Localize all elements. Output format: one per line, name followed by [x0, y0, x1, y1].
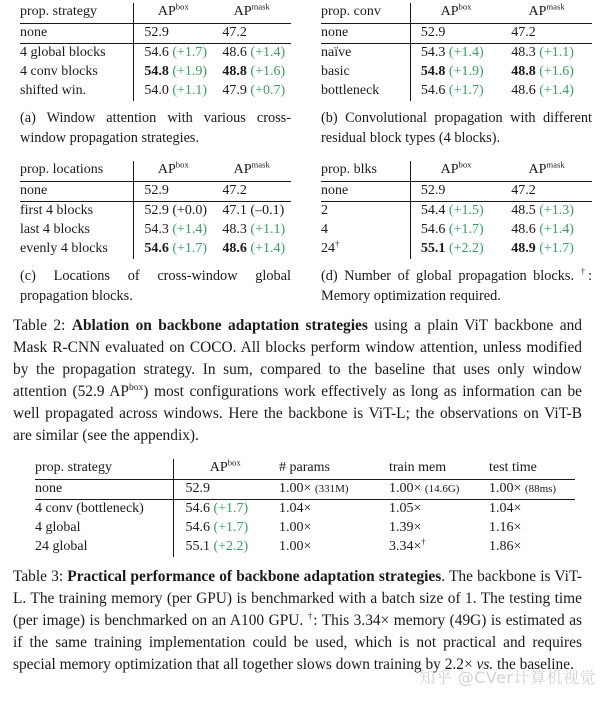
- metric-cell: [134, 63, 213, 82]
- ap-delta: (+1.1): [539, 45, 574, 60]
- table-row: [20, 202, 291, 222]
- column-header: $AP^{mask}$: [212, 3, 291, 24]
- metric-cell: [212, 221, 291, 240]
- table-row: [35, 519, 575, 538]
- ap-delta: (+1.5): [448, 203, 484, 218]
- metric-cell: 52.9: [410, 24, 501, 44]
- ap-value: 54.3: [420, 45, 446, 60]
- ap-delta: (+1.7): [448, 83, 484, 98]
- ap-delta: (+0.7): [250, 83, 286, 98]
- table-a: [20, 3, 291, 101]
- ap-delta: (+1.6): [250, 64, 286, 79]
- superscript: box: [227, 457, 241, 468]
- ap-value: 48.3: [222, 222, 247, 237]
- column-header: $AP^{box}$: [410, 3, 501, 24]
- row-label: 4: [321, 221, 410, 240]
- metric-cell: [212, 202, 291, 222]
- superscript: box: [458, 1, 472, 12]
- ap-delta: (+1.7): [213, 520, 249, 535]
- ap-value: 54.8: [144, 64, 169, 79]
- ap-value: 48.6: [222, 45, 247, 60]
- ablation-panel-b: [321, 3, 592, 148]
- text-segment: : Memory optimization required.: [321, 268, 592, 304]
- text-segment: . The backbone is ViT-L. The training memory (per GPU) is benchmarked with a batch size of 1. The testing time (per image) is benchmarked on an A100 GPU.: [13, 568, 582, 629]
- table-row: [321, 44, 592, 64]
- table-c-caption: [20, 266, 291, 306]
- ap-delta: (+1.4): [539, 222, 574, 237]
- column-header: prop. locations: [20, 161, 134, 182]
- text-segment: Table 3:: [13, 568, 68, 585]
- column-header: prop. conv: [321, 3, 410, 24]
- column-header: prop. strategy: [35, 459, 173, 480]
- ap-value: 48.6: [511, 222, 536, 237]
- column-header: test time: [487, 459, 575, 480]
- ap-value: 54.6: [420, 222, 446, 237]
- metric-cell: 1.86×: [489, 539, 522, 554]
- column-header: # params: [277, 459, 387, 480]
- column-header: $AP^{box}$: [173, 459, 277, 480]
- ap-value: 54.6: [144, 241, 169, 256]
- table-header-row: [321, 161, 592, 182]
- row-label: 4 global blocks: [20, 44, 134, 64]
- text-segment: Ablation on backbone adaptation strategies: [71, 317, 368, 334]
- table-row: [20, 82, 291, 101]
- column-header: $AP^{mask}$: [212, 161, 291, 182]
- ap-delta: (+1.9): [172, 64, 208, 79]
- ap-delta: (+1.4): [539, 83, 574, 98]
- table-header-row: [321, 3, 592, 24]
- metric-cell: 1.05×: [389, 501, 422, 516]
- table-header-row: [20, 3, 291, 24]
- column-header: $AP^{box}$: [134, 3, 213, 24]
- row-label: first 4 blocks: [20, 202, 134, 222]
- superscript: box: [175, 159, 189, 170]
- table-body: [20, 3, 291, 101]
- table-row: [20, 221, 291, 240]
- ap-delta: (+1.6): [539, 64, 574, 79]
- ablation-panel-a: [20, 3, 291, 148]
- table-c: [20, 161, 291, 259]
- metric-cell: 1.16×: [489, 520, 522, 535]
- text-segment: (a) Window attention with various cross-window propagation strategies.: [20, 110, 291, 146]
- column-header: train mem: [387, 459, 487, 480]
- ap-delta: (+1.4): [172, 222, 208, 237]
- ap-value: 54.6: [144, 45, 169, 60]
- text-segment: the baseline.: [493, 656, 574, 673]
- metric-note: (88ms): [524, 483, 557, 495]
- metric-note: (331M): [314, 483, 349, 495]
- ap-value: 54.8: [420, 64, 446, 79]
- table-body: [321, 161, 592, 259]
- ap-delta: (+0.0): [172, 203, 208, 218]
- ap-value: 48.8: [222, 64, 247, 79]
- ap-value: 47.9: [222, 83, 247, 98]
- ap-delta: (+2.2): [213, 539, 249, 554]
- metric-cell: 47.2: [501, 182, 592, 202]
- ap-delta: (+1.7): [213, 501, 249, 516]
- table-row: [20, 240, 291, 259]
- text-segment: vs.: [476, 656, 494, 673]
- ap-value: 55.1: [420, 241, 446, 256]
- column-header: $AP^{box}$: [134, 161, 213, 182]
- table-row: [321, 240, 592, 259]
- column-header: $AP^{mask}$: [501, 161, 592, 182]
- watermark: 知乎 @CVer计算机视觉: [419, 668, 596, 687]
- metric-cell: [134, 44, 213, 64]
- text-segment: †: [580, 266, 589, 277]
- ap-value: 48.6: [511, 83, 536, 98]
- ap-value: 48.3: [511, 45, 536, 60]
- row-label: none: [20, 182, 134, 202]
- metric-cell: [134, 240, 213, 259]
- metric-cell: [212, 63, 291, 82]
- row-label: 24†: [321, 240, 410, 259]
- row-label: naïve: [321, 44, 410, 64]
- metric-cell: 3.34×†: [389, 536, 426, 554]
- metric-cell: [134, 82, 213, 101]
- metric-cell: 52.9: [134, 24, 213, 44]
- superscript: box: [458, 159, 472, 170]
- row-label: shifted win.: [20, 82, 134, 101]
- text-segment: box: [128, 381, 144, 393]
- metric-cell: [501, 44, 592, 64]
- metric-cell: [410, 221, 501, 240]
- ap-delta: (+1.4): [250, 45, 286, 60]
- table-d-caption: [321, 266, 592, 306]
- text-segment: †: [307, 610, 314, 622]
- table-row: [35, 500, 575, 520]
- text-segment: : This 3.34× memory (49G) is estimated as if the same training implementation could be used, which is not practical and requires special memory optimization that all together slows down training by 2.2×: [13, 612, 583, 673]
- table-row: [20, 24, 291, 44]
- metric-cell: [173, 538, 277, 557]
- metric-cell: [501, 240, 592, 259]
- row-label: none: [35, 480, 173, 500]
- table-b-caption: [321, 108, 592, 148]
- column-header: prop. blks: [321, 161, 410, 182]
- table-row: [321, 82, 592, 101]
- row-label: evenly 4 blocks: [20, 240, 134, 259]
- table-row: [321, 202, 592, 222]
- metric-cell: 1.00× (14.6G): [387, 480, 487, 500]
- column-header: $AP^{mask}$: [501, 3, 592, 24]
- row-label: none: [20, 24, 134, 44]
- column-header: prop. strategy: [20, 3, 134, 24]
- table-row: [321, 182, 592, 202]
- ap-value: 47.1: [222, 203, 247, 218]
- metric-cell: 1.00×: [279, 520, 312, 535]
- metric-cell: [501, 221, 592, 240]
- table-row: [321, 221, 592, 240]
- ap-delta: (+1.7): [448, 222, 484, 237]
- ap-delta: (+2.2): [448, 241, 484, 256]
- ap-delta: (+1.4): [448, 45, 484, 60]
- metric-cell: [212, 82, 291, 101]
- ap-value: 48.5: [511, 203, 536, 218]
- row-label: 2: [321, 202, 410, 222]
- ap-value: 54.6: [185, 501, 210, 516]
- superscript: mask: [546, 159, 565, 170]
- metric-cell: 1.00× (88ms): [487, 480, 575, 500]
- metric-cell: [501, 82, 592, 101]
- superscript: †: [421, 536, 426, 547]
- row-label: 24 global: [35, 538, 173, 557]
- ap-value: 48.8: [511, 64, 536, 79]
- row-label: last 4 blocks: [20, 221, 134, 240]
- metric-cell: [212, 240, 291, 259]
- ap-delta: (+1.3): [539, 203, 574, 218]
- text-segment: ) most configurations work effectively as long as information can be well propagated across windows. Here the backbone is ViT-L; the observations on ViT-B are similar (see the appendix).: [13, 383, 582, 444]
- metric-cell: [410, 202, 501, 222]
- text-segment: Table 2:: [13, 317, 72, 334]
- metric-cell: [410, 240, 501, 259]
- text-segment: Practical performance of backbone adaptation strategies: [67, 568, 442, 585]
- superscript: mask: [546, 1, 565, 12]
- ap-value: 48.6: [222, 241, 247, 256]
- table3-caption: [13, 566, 582, 676]
- metric-cell: 1.00× (331M): [277, 480, 387, 500]
- table-row: [321, 63, 592, 82]
- ablation-tables-grid: [20, 3, 592, 306]
- metric-cell: [134, 221, 213, 240]
- metric-cell: 1.04×: [489, 501, 522, 516]
- ap-value: 55.1: [185, 539, 210, 554]
- superscript: mask: [251, 159, 270, 170]
- table-row: [321, 24, 592, 44]
- metric-cell: [410, 63, 501, 82]
- row-label: none: [321, 182, 410, 202]
- text-segment: (d) Number of global propagation blocks.: [321, 268, 581, 284]
- ap-value: 54.6: [420, 83, 446, 98]
- table-row: [20, 44, 291, 64]
- ap-delta: (+1.7): [172, 241, 208, 256]
- metric-cell: 1.04×: [279, 501, 312, 516]
- table-row: [20, 182, 291, 202]
- superscript: box: [175, 1, 189, 12]
- table-b: [321, 3, 592, 101]
- performance-table-body: [35, 459, 575, 557]
- row-label: basic: [321, 63, 410, 82]
- metric-cell: [173, 519, 277, 538]
- table-header-row: [20, 161, 291, 182]
- text-segment: (c) Locations of cross-window global propagation blocks.: [20, 268, 291, 304]
- table-row: [20, 63, 291, 82]
- ap-delta: (+1.4): [250, 241, 286, 256]
- metric-cell: [173, 500, 277, 520]
- metric-cell: 47.2: [501, 24, 592, 44]
- metric-cell: [410, 44, 501, 64]
- ap-value: 52.9: [144, 203, 169, 218]
- column-header: $AP^{box}$: [410, 161, 501, 182]
- ap-delta: (+1.1): [250, 222, 286, 237]
- metric-cell: 1.00×: [279, 539, 312, 554]
- row-label: 4 conv blocks: [20, 63, 134, 82]
- ablation-panel-c: [20, 161, 291, 306]
- metric-cell: [134, 202, 213, 222]
- ap-value: 54.6: [185, 520, 210, 535]
- text-segment: (b) Convolutional propagation with different residual block types (4 blocks).: [321, 110, 592, 146]
- table-body: [321, 3, 592, 101]
- row-label: 4 conv (bottleneck): [35, 500, 173, 520]
- row-label: bottleneck: [321, 82, 410, 101]
- metric-cell: 52.9: [173, 480, 277, 500]
- ap-delta: (+1.9): [448, 64, 484, 79]
- row-label: 4 global: [35, 519, 173, 538]
- table-a-caption: [20, 108, 291, 148]
- ap-delta: (+1.1): [172, 83, 208, 98]
- metric-note: (14.6G): [424, 483, 460, 495]
- ap-delta: (–0.1): [250, 203, 285, 218]
- table-row: [35, 480, 575, 500]
- ap-value: 48.9: [511, 241, 536, 256]
- row-label: none: [321, 24, 410, 44]
- text-segment: using a plain ViT backbone and Mask R-CNN evaluated on COCO. All blocks perform window attention, unless modified by the propagation strategy. In sum, compared to the baseline that uses only window attention (52.9 AP: [13, 317, 582, 400]
- table-d: [321, 161, 592, 259]
- table-header-row: [35, 459, 575, 480]
- metric-cell: 1.39×: [389, 520, 422, 535]
- ap-value: 54.3: [144, 222, 169, 237]
- table-body: [20, 161, 291, 259]
- superscript: †: [335, 238, 340, 249]
- metric-cell: [212, 44, 291, 64]
- metric-cell: 52.9: [410, 182, 501, 202]
- metric-cell: 47.2: [212, 24, 291, 44]
- ap-value: 54.0: [144, 83, 169, 98]
- metric-cell: [410, 82, 501, 101]
- table2-caption: [13, 315, 582, 447]
- metric-cell: [501, 63, 592, 82]
- metric-cell: 52.9: [134, 182, 213, 202]
- performance-table: [35, 459, 575, 557]
- ablation-panel-d: [321, 161, 592, 306]
- metric-cell: 47.2: [212, 182, 291, 202]
- superscript: mask: [251, 1, 270, 12]
- ap-delta: (+1.7): [539, 241, 574, 256]
- table-row: [35, 538, 575, 557]
- ap-value: 54.4: [420, 203, 446, 218]
- metric-cell: [501, 202, 592, 222]
- ap-delta: (+1.7): [172, 45, 208, 60]
